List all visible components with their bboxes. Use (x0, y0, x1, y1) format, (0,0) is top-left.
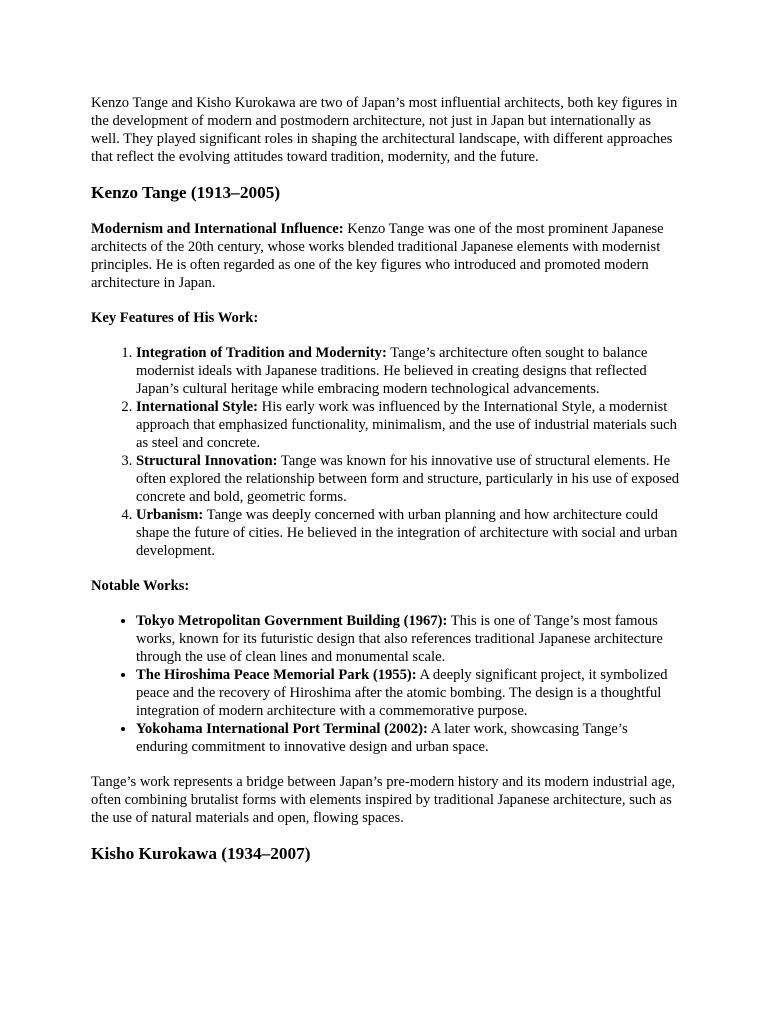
work-label: Tokyo Metropolitan Government Building (1967): (136, 613, 448, 629)
tange-heading: Kenzo Tange (1913–2005) (91, 183, 281, 202)
work-label: The Hiroshima Peace Memorial Park (1955): (136, 667, 417, 683)
feature-label: International Style: (136, 399, 259, 415)
list-item (136, 344, 680, 398)
list-item (136, 666, 680, 720)
list-item (136, 398, 680, 452)
intro-paragraph: Kenzo Tange and Kisho Kurokawa are two of Japan’s most influential architects, both key figures in the development of modern and postmodern architecture, not just in Japan but internationally as well. They played significant roles in shaping the architectural landscape, with different approaches that reflect the evolving attitudes toward tradition, modernity, and the future. (91, 95, 678, 165)
feature-text: Tange was known for his innovative use of structural elements. He often explored the relationship between form and structure, particularly in his use of exposed concrete and bold, geometric forms. (136, 453, 680, 505)
feature-label: Structural Innovation: (136, 453, 278, 469)
work-text: This is one of Tange’s most famous works, known for its futuristic design that also references traditional Japanese architecture through the use of clean lines and monumental scale. (136, 613, 663, 665)
list-item (136, 612, 680, 666)
summary-paragraph: Tange’s work represents a bridge between Japan’s pre-modern history and its modern industrial age, often combining brutalist forms with elements inspired by traditional Japanese architecture, such as the use of natural materials and open, flowing spaces. (91, 774, 676, 826)
work-text: A deeply significant project, it symbolized peace and the recovery of Hiroshima after the atomic bombing. The design is a thoughtful integration of modern architecture with a commemorative purpose. (136, 667, 668, 719)
work-text: A later work, showcasing Tange’s enduring commitment to innovative design and urban space. (136, 721, 628, 755)
features-heading: Key Features of His Work: (91, 310, 259, 326)
list-item (136, 452, 680, 506)
kurokawa-heading: Kisho Kurokawa (1934–2007) (91, 844, 311, 863)
list-item (136, 506, 680, 560)
features-list (91, 344, 680, 560)
works-heading: Notable Works: (91, 578, 190, 594)
modernism-label: Modernism and International Influence: (91, 221, 344, 237)
feature-text: His early work was influenced by the International Style, a modernist approach that emphasized functionality, minimalism, and the use of industrial materials such as steel and concrete. (136, 399, 677, 451)
works-list (91, 612, 680, 756)
work-label: Yokohama International Port Terminal (2002): (136, 721, 428, 737)
feature-label: Urbanism: (136, 507, 204, 523)
feature-text: Tange was deeply concerned with urban planning and how architecture could shape the future of cities. He believed in the integration of architecture with social and urban development. (136, 507, 678, 559)
feature-label: Integration of Tradition and Modernity: (136, 345, 387, 361)
modernism-text: Kenzo Tange was one of the most prominent Japanese architects of the 20th century, whose works blended traditional Japanese elements with modernist principles. He is often regarded as one of the key figures who introduced and promoted modern architecture in Japan. (91, 221, 664, 291)
list-item (136, 720, 680, 756)
feature-text: Tange’s architecture often sought to balance modernist ideals with Japanese traditions. He believed in creating designs that reflected Japan’s cultural heritage while embracing modern technological advancements. (136, 345, 648, 397)
modernism-paragraph (91, 220, 680, 292)
